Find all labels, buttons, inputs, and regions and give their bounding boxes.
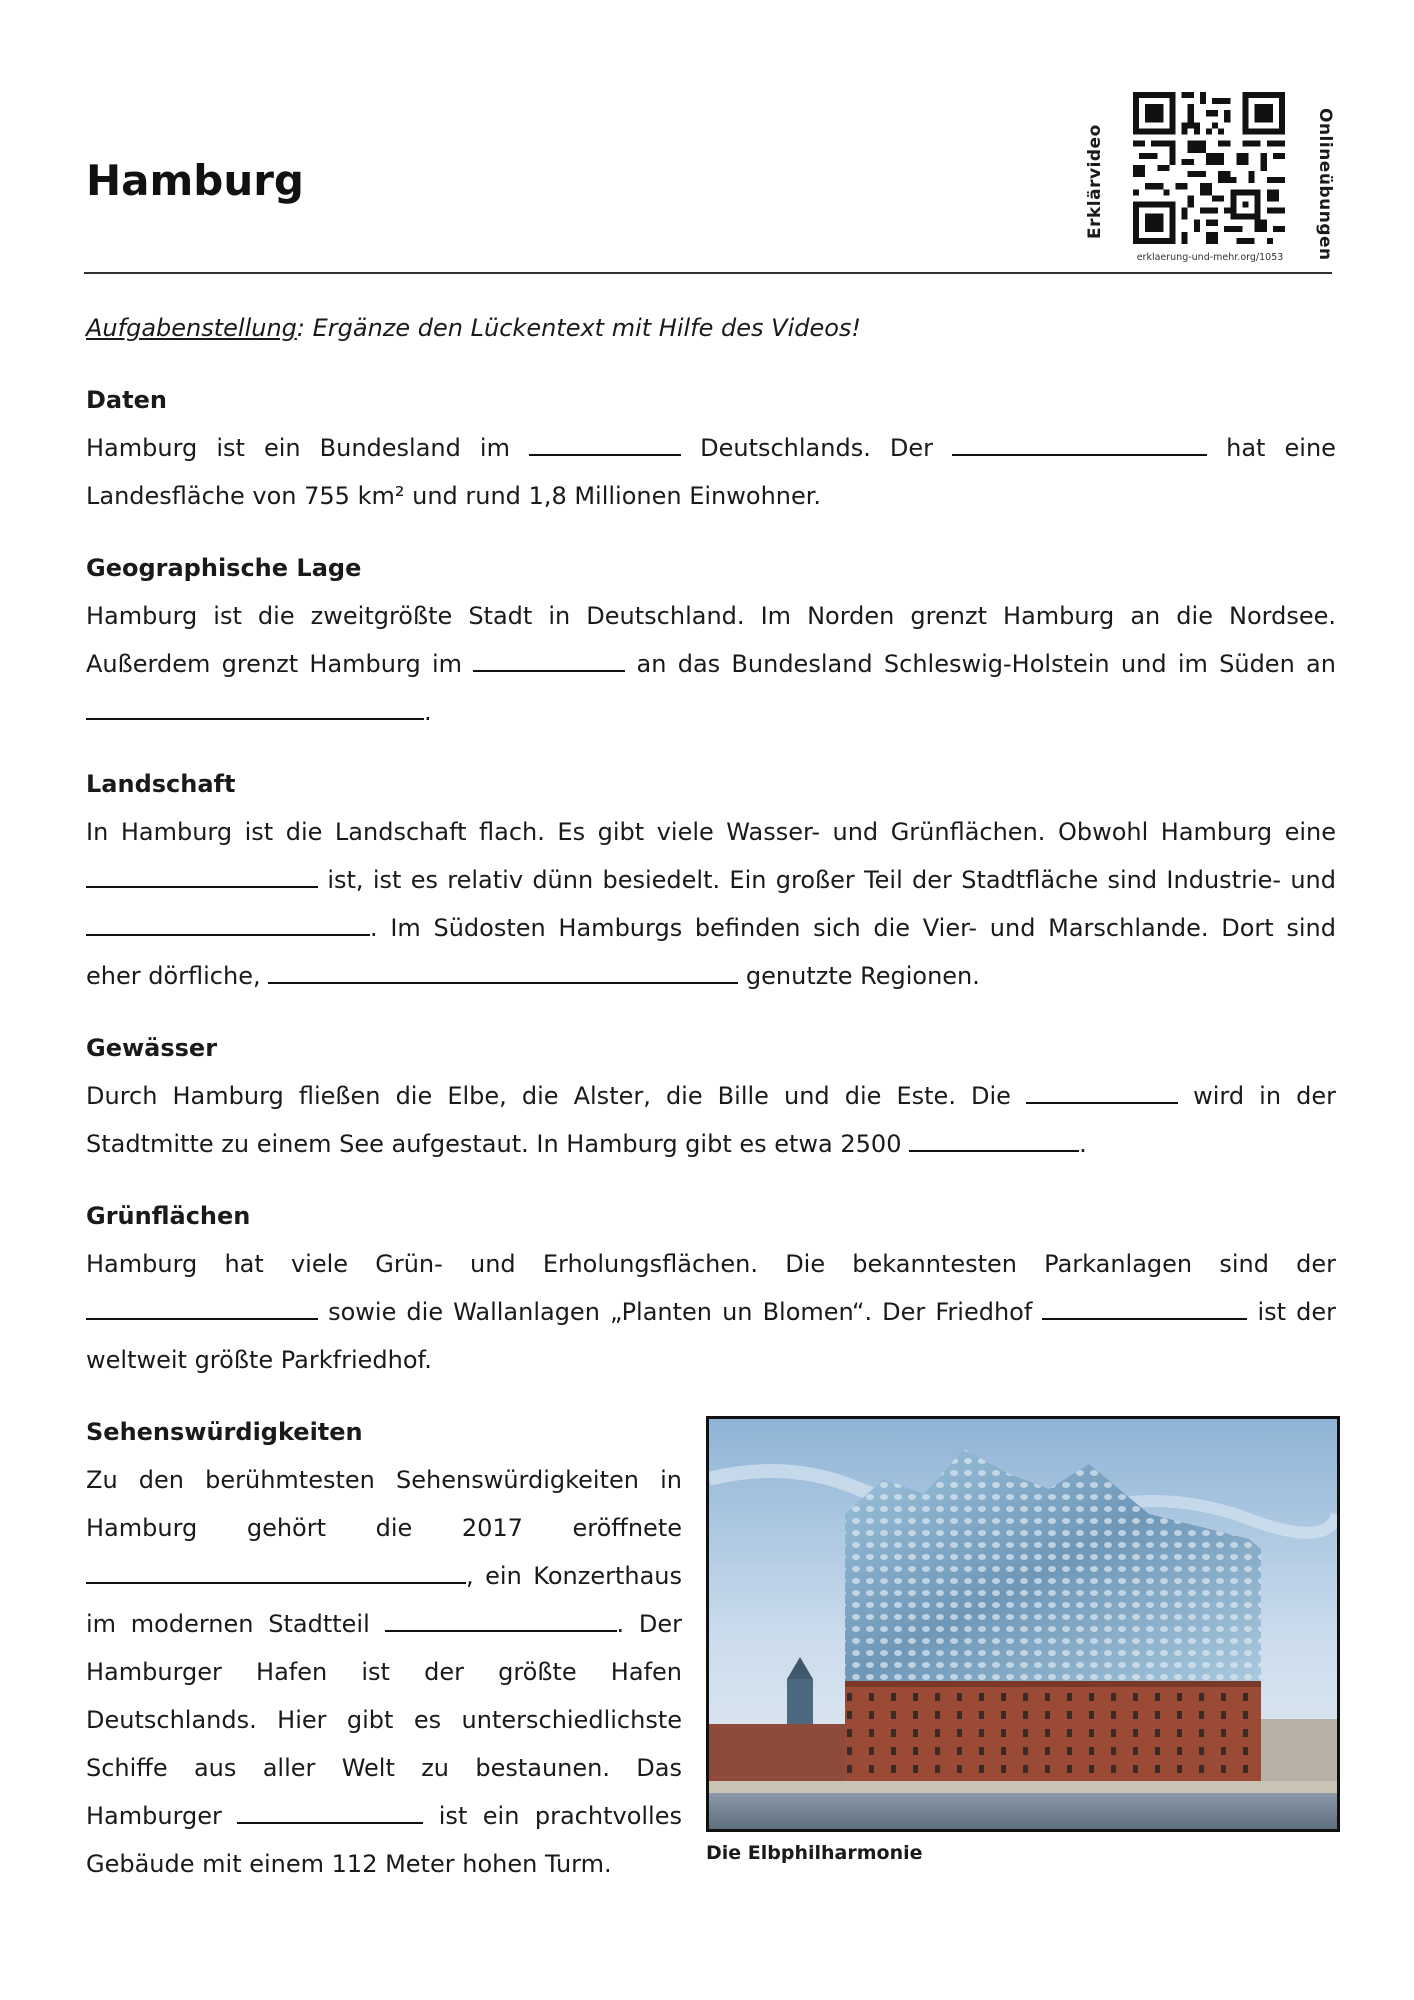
- text-segment: genutzte Regionen.: [745, 961, 980, 990]
- text-segment: .: [1079, 1129, 1087, 1158]
- fill-in-blank[interactable]: [86, 866, 318, 888]
- text-segment: Hamburg ist ein Bundesland im: [86, 433, 510, 462]
- text-segment: wird in der Stadtmitte zu einem See aufgestaut. In Hamburg gibt es etwa 2500: [86, 1081, 1336, 1158]
- text-segment: an das Bundesland Schleswig-Holstein und im Süden an: [636, 649, 1336, 678]
- sights-section: [86, 1408, 1336, 1908]
- text-segment: Hamburg ist die zweitgrößte Stadt in Deutschland. Im Norden grenzt Hamburg an die Nordsee. Außerdem grenzt Hamburg im: [86, 601, 1336, 678]
- fill-in-blank[interactable]: [86, 1298, 318, 1320]
- section-heading-gewaesser: Gewässer: [86, 1033, 218, 1062]
- elbphilharmonie-photo: [706, 1416, 1340, 1832]
- task-instruction: [86, 312, 1336, 346]
- section-heading-lage: Geographische Lage: [86, 553, 362, 582]
- fill-in-blank[interactable]: [385, 1610, 617, 1632]
- qr-code-block: [1085, 88, 1335, 272]
- text-segment: Durch Hamburg fließen die Elbe, die Alster, die Bille und die Este. Die: [86, 1081, 1011, 1110]
- text-segment: Hamburg hat viele Grün- und Erholungsflächen. Die bekanntesten Parkanlagen sind der: [86, 1249, 1336, 1278]
- section-text-lage: [86, 592, 1336, 736]
- task-text: : Ergänze den Lückentext mit Hilfe des Videos!: [296, 314, 862, 342]
- fill-in-blank[interactable]: [86, 1562, 466, 1584]
- worksheet-body: [86, 300, 1336, 1908]
- text-segment: , ein Konzerthaus im modernen Stadtteil: [86, 1561, 682, 1638]
- page-title: Hamburg: [86, 156, 304, 205]
- text-segment: . Der Hamburger Hafen ist der größte Hafen Deutschlands. Hier gibt es unterschiedlichste Schiffe aus aller Welt zu bestaunen. Das Hamburger: [86, 1609, 682, 1830]
- task-label: Aufgabenstellung: [86, 314, 297, 342]
- section-text-sehenswuerdigkeiten: [86, 1456, 682, 1888]
- text-segment: . Im Südosten Hamburgs befinden sich die Vier- und Marschlande. Dort sind eher dörfliche,: [86, 913, 1336, 990]
- qr-code-icon[interactable]: [1133, 92, 1285, 244]
- fill-in-blank[interactable]: [86, 914, 370, 936]
- text-segment: .: [424, 697, 432, 726]
- fill-in-blank[interactable]: [1042, 1298, 1247, 1320]
- photo-caption: Die Elbphilharmonie: [706, 1841, 923, 1864]
- qr-label-onlineuebungen: Onlineübungen: [1315, 108, 1335, 261]
- section-text-gewaesser: [86, 1072, 1336, 1168]
- text-segment: In Hamburg ist die Landschaft flach. Es gibt viele Wasser- und Grünflächen. Obwohl Hamburg eine: [86, 817, 1336, 846]
- section-text-daten: [86, 424, 1336, 520]
- sights-text-column: [86, 1408, 682, 1888]
- fill-in-blank[interactable]: [268, 962, 738, 984]
- fill-in-blank[interactable]: [952, 434, 1207, 456]
- header-divider: [84, 272, 1332, 274]
- text-segment: ist der weltweit größte Parkfriedhof.: [86, 1297, 1337, 1374]
- text-segment: Deutschlands. Der: [700, 433, 934, 462]
- fill-in-blank[interactable]: [529, 434, 681, 456]
- text-segment: ist, ist es relativ dünn besiedelt. Ein großer Teil der Stadtfläche sind Industrie- und: [327, 865, 1336, 894]
- section-heading-daten: Daten: [86, 385, 167, 414]
- text-segment: sowie die Wallanlagen „Planten un Blomen“. Der Friedhof: [328, 1297, 1033, 1326]
- text-segment: hat eine Landesfläche von 755 km² und rund 1,8 Millionen Einwohner.: [86, 433, 1336, 510]
- fill-in-blank[interactable]: [86, 698, 424, 720]
- fill-in-blank[interactable]: [1026, 1082, 1178, 1104]
- section-text-gruenflaechen: [86, 1240, 1336, 1384]
- photo-figure: [706, 1416, 1340, 1864]
- section-heading-gruenflaechen: Grünflächen: [86, 1201, 251, 1230]
- section-heading-landschaft: Landschaft: [86, 769, 236, 798]
- fill-in-blank[interactable]: [909, 1130, 1079, 1152]
- qr-url[interactable]: erklaerung-und-mehr.org/1053: [1136, 252, 1284, 263]
- fill-in-blank[interactable]: [237, 1802, 423, 1824]
- qr-label-erklaervideo: Erklärvideo: [1085, 124, 1105, 240]
- text-segment: Zu den berühmtesten Sehenswürdigkeiten in Hamburg gehört die 2017 eröffnete: [86, 1465, 682, 1542]
- fill-in-blank[interactable]: [473, 650, 625, 672]
- section-text-landschaft: [86, 808, 1336, 1000]
- text-segment: ist ein prachtvolles Gebäude mit einem 112 Meter hohen Turm.: [86, 1801, 682, 1878]
- section-heading-sehenswuerdigkeiten: Sehenswürdigkeiten: [86, 1417, 363, 1446]
